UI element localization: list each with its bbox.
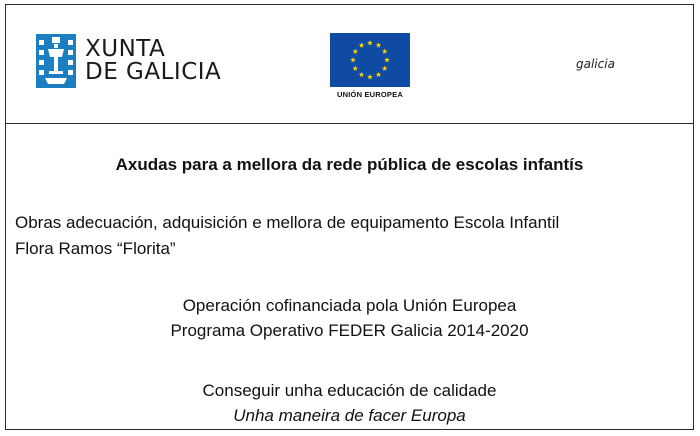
eu-logo <box>329 33 411 99</box>
description-line-2: Flora Ramos “Florita” <box>15 239 176 258</box>
project-description <box>15 210 685 262</box>
motto-block <box>6 378 693 428</box>
xunta-line2: DE GALICIA <box>85 59 222 85</box>
eu-label: UNIÓN EUROPEA <box>337 90 403 99</box>
cofinance-line-1: Operación cofinanciada pola Unión Europea <box>182 296 517 315</box>
cofinance-block <box>6 293 693 343</box>
motto-line-1: Conseguir unha educación de calidade <box>202 381 497 400</box>
motto-line-2: Unha maneira de facer Europa <box>233 406 466 425</box>
xunta-logo <box>36 34 221 88</box>
cofinance-line-2: Programa Operativo FEDER Galicia 2014-2020 <box>170 321 529 340</box>
description-line-1: Obras adecuación, adquisición e mellora de equipamento Escola Infantil <box>15 213 560 232</box>
xunta-emblem-icon <box>36 34 76 88</box>
notice-frame <box>5 4 694 430</box>
xunta-wordmark <box>85 38 221 84</box>
notice-title: Axudas para a mellora da rede pública de escolas infantís <box>115 155 584 174</box>
eu-flag-icon <box>330 33 410 87</box>
xunta-line1: XUNTA <box>85 36 166 62</box>
galicia-logo: galicia <box>576 57 615 71</box>
logo-row <box>6 5 693 124</box>
